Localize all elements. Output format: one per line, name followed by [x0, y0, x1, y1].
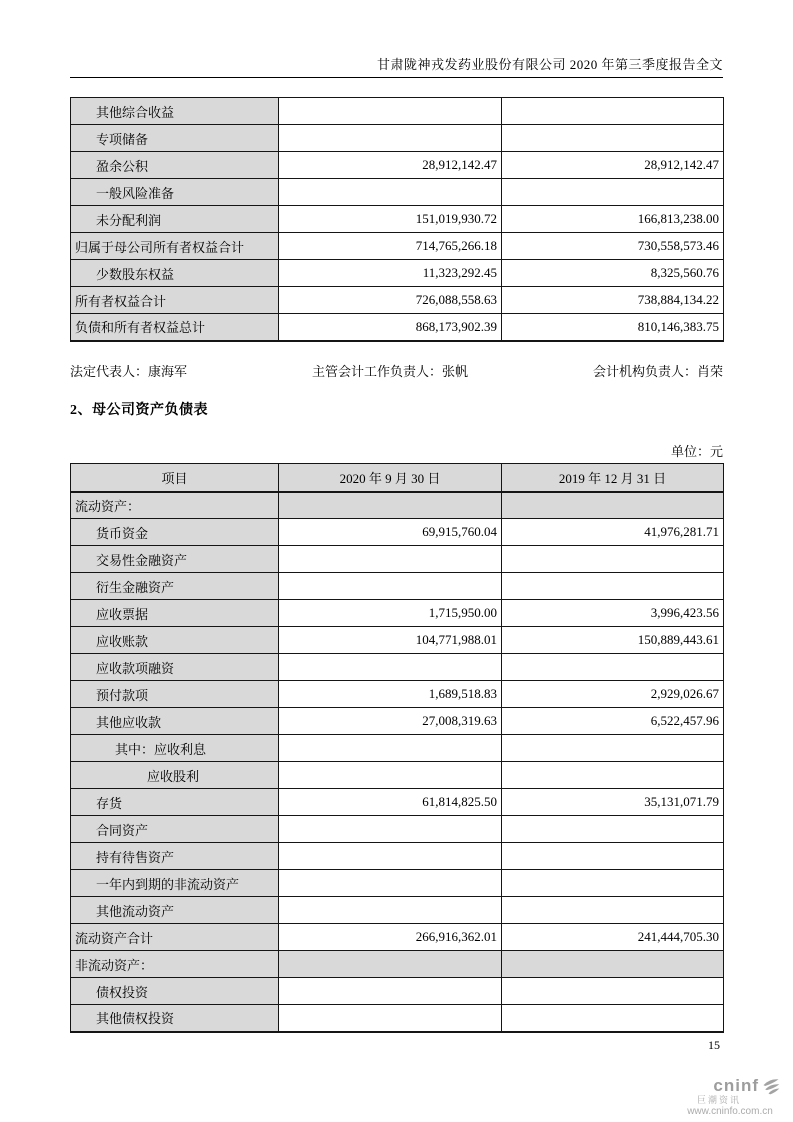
equity-section-table: [70, 97, 724, 342]
table-row: [71, 897, 724, 924]
table-row: [71, 152, 724, 179]
table-header-row: [71, 464, 724, 492]
row-label: 未分配利润: [71, 206, 279, 233]
row-value-current: [279, 654, 502, 681]
row-label: 少数股东权益: [71, 260, 279, 287]
section-header-row: [71, 951, 724, 978]
row-label: 其他应收款: [71, 708, 279, 735]
table-row: [71, 546, 724, 573]
page-number: 15: [708, 1038, 720, 1052]
row-value-current: 69,915,760.04: [279, 519, 502, 546]
parent-balance-sheet-table: [70, 463, 724, 1033]
row-value-prior: [502, 843, 724, 870]
row-value-current: [279, 573, 502, 600]
row-value-current: [279, 897, 502, 924]
row-label: 应收账款: [71, 627, 279, 654]
row-label: 其他债权投资: [71, 1005, 279, 1032]
row-value-prior: 810,146,383.75: [502, 314, 724, 341]
row-value-prior: [502, 870, 724, 897]
row-label: 衍生金融资产: [71, 573, 279, 600]
row-label: 盈余公积: [71, 152, 279, 179]
row-value-prior: [502, 125, 724, 152]
table-row: [71, 654, 724, 681]
logo-url: www.cninfo.com.cn: [687, 1105, 773, 1117]
row-value-current: [279, 98, 502, 125]
row-label: 一年内到期的非流动资产: [71, 870, 279, 897]
legal-representative: 法定代表人：康海军: [70, 364, 188, 379]
row-value-current: [279, 816, 502, 843]
swirl-icon: [761, 1076, 781, 1096]
table-row: [71, 627, 724, 654]
row-value-current: [279, 762, 502, 789]
table-row: [71, 600, 724, 627]
row-value-current: 61,814,825.50: [279, 789, 502, 816]
row-value-prior: 6,522,457.96: [502, 708, 724, 735]
column-header-current-period: 2020 年 9 月 30 日: [279, 464, 502, 492]
row-value-prior: 241,444,705.30: [502, 924, 724, 951]
row-label: 其他综合收益: [71, 98, 279, 125]
row-value-current: [279, 978, 502, 1005]
table-row: [71, 314, 724, 341]
row-value-prior: [502, 573, 724, 600]
chief-accounting-officer: 主管会计工作负责人：张帆: [311, 364, 468, 379]
table-row: [71, 573, 724, 600]
section-title: 2、母公司资产负债表: [70, 403, 208, 418]
logo-brand-text: cninf: [713, 1075, 759, 1095]
row-value-current: 104,771,988.01: [279, 627, 502, 654]
row-value-prior: [502, 762, 724, 789]
row-value-current: [279, 870, 502, 897]
row-value-prior: 8,325,560.76: [502, 260, 724, 287]
row-value-prior: 166,813,238.00: [502, 206, 724, 233]
row-value-current: [279, 492, 502, 519]
row-value-prior: [502, 179, 724, 206]
table-row: [71, 98, 724, 125]
table-row: [71, 924, 724, 951]
table-row: [71, 206, 724, 233]
row-label: 债权投资: [71, 978, 279, 1005]
row-value-prior: 2,929,026.67: [502, 681, 724, 708]
row-label: 非流动资产：: [71, 951, 279, 978]
row-value-prior: [502, 546, 724, 573]
row-value-current: [279, 951, 502, 978]
table-row: [71, 843, 724, 870]
accounting-dept-head: 会计机构负责人：肖荣: [592, 364, 723, 379]
row-value-current: [279, 546, 502, 573]
row-value-current: 27,008,319.63: [279, 708, 502, 735]
row-label: 应收款项融资: [71, 654, 279, 681]
row-value-prior: 738,884,134.22: [502, 287, 724, 314]
row-value-current: 1,689,518.83: [279, 681, 502, 708]
row-value-current: 266,916,362.01: [279, 924, 502, 951]
row-value-prior: 730,558,573.46: [502, 233, 724, 260]
table-row: [71, 816, 724, 843]
row-label: 专项储备: [71, 125, 279, 152]
row-label: 合同资产: [71, 816, 279, 843]
table-row: [71, 870, 724, 897]
table-row: [71, 125, 724, 152]
unit-label: 单位：元: [670, 444, 723, 459]
table-row: [71, 519, 724, 546]
row-value-prior: [502, 816, 724, 843]
row-value-prior: 41,976,281.71: [502, 519, 724, 546]
table-row: [71, 708, 724, 735]
row-value-prior: 28,912,142.47: [502, 152, 724, 179]
row-value-prior: [502, 654, 724, 681]
row-value-prior: 3,996,423.56: [502, 600, 724, 627]
row-value-prior: [502, 492, 724, 519]
row-value-prior: [502, 1005, 724, 1032]
row-value-prior: [502, 897, 724, 924]
row-label: 其他流动资产: [71, 897, 279, 924]
section-header-row: [71, 492, 724, 519]
row-label: 预付款项: [71, 681, 279, 708]
row-label: 存货: [71, 789, 279, 816]
row-label: 所有者权益合计: [71, 287, 279, 314]
row-value-current: [279, 125, 502, 152]
column-header-prior-period: 2019 年 12 月 31 日: [502, 464, 724, 492]
row-value-current: [279, 735, 502, 762]
header-divider: [70, 77, 723, 78]
table-row: [71, 287, 724, 314]
table-row: [71, 789, 724, 816]
row-label: 持有待售资产: [71, 843, 279, 870]
row-value-prior: [502, 951, 724, 978]
row-label: 流动资产合计: [71, 924, 279, 951]
row-label: 交易性金融资产: [71, 546, 279, 573]
table-row: [71, 179, 724, 206]
row-value-current: 11,323,292.45: [279, 260, 502, 287]
row-value-current: 726,088,558.63: [279, 287, 502, 314]
row-label: 货币资金: [71, 519, 279, 546]
row-value-current: [279, 179, 502, 206]
row-value-current: [279, 1005, 502, 1032]
table-row: [71, 762, 724, 789]
signatory-line: [70, 361, 723, 380]
row-label: 负债和所有者权益总计: [71, 314, 279, 341]
row-label: 应收股利: [71, 762, 279, 789]
table-row: [71, 260, 724, 287]
row-value-current: 151,019,930.72: [279, 206, 502, 233]
row-label: 其中：应收利息: [71, 735, 279, 762]
row-label: 流动资产：: [71, 492, 279, 519]
row-value-current: 28,912,142.47: [279, 152, 502, 179]
table-row: [71, 735, 724, 762]
column-header-item: 项目: [71, 464, 279, 492]
cninfo-logo: [675, 1076, 785, 1117]
row-value-current: 868,173,902.39: [279, 314, 502, 341]
row-label: 一般风险准备: [71, 179, 279, 206]
row-label: 归属于母公司所有者权益合计: [71, 233, 279, 260]
row-value-prior: [502, 978, 724, 1005]
row-value-current: [279, 843, 502, 870]
logo-chinese-name: 巨潮资讯: [696, 1095, 741, 1105]
row-label: 应收票据: [71, 600, 279, 627]
row-value-current: 714,765,266.18: [279, 233, 502, 260]
table-row: [71, 1005, 724, 1032]
table-row: [71, 233, 724, 260]
report-header-title: 甘肃陇神戎发药业股份有限公司 2020 年第三季度报告全文: [376, 57, 723, 72]
row-value-prior: [502, 735, 724, 762]
row-value-prior: [502, 98, 724, 125]
table-row: [71, 681, 724, 708]
row-value-prior: 35,131,071.79: [502, 789, 724, 816]
row-value-current: 1,715,950.00: [279, 600, 502, 627]
table-row: [71, 978, 724, 1005]
row-value-prior: 150,889,443.61: [502, 627, 724, 654]
